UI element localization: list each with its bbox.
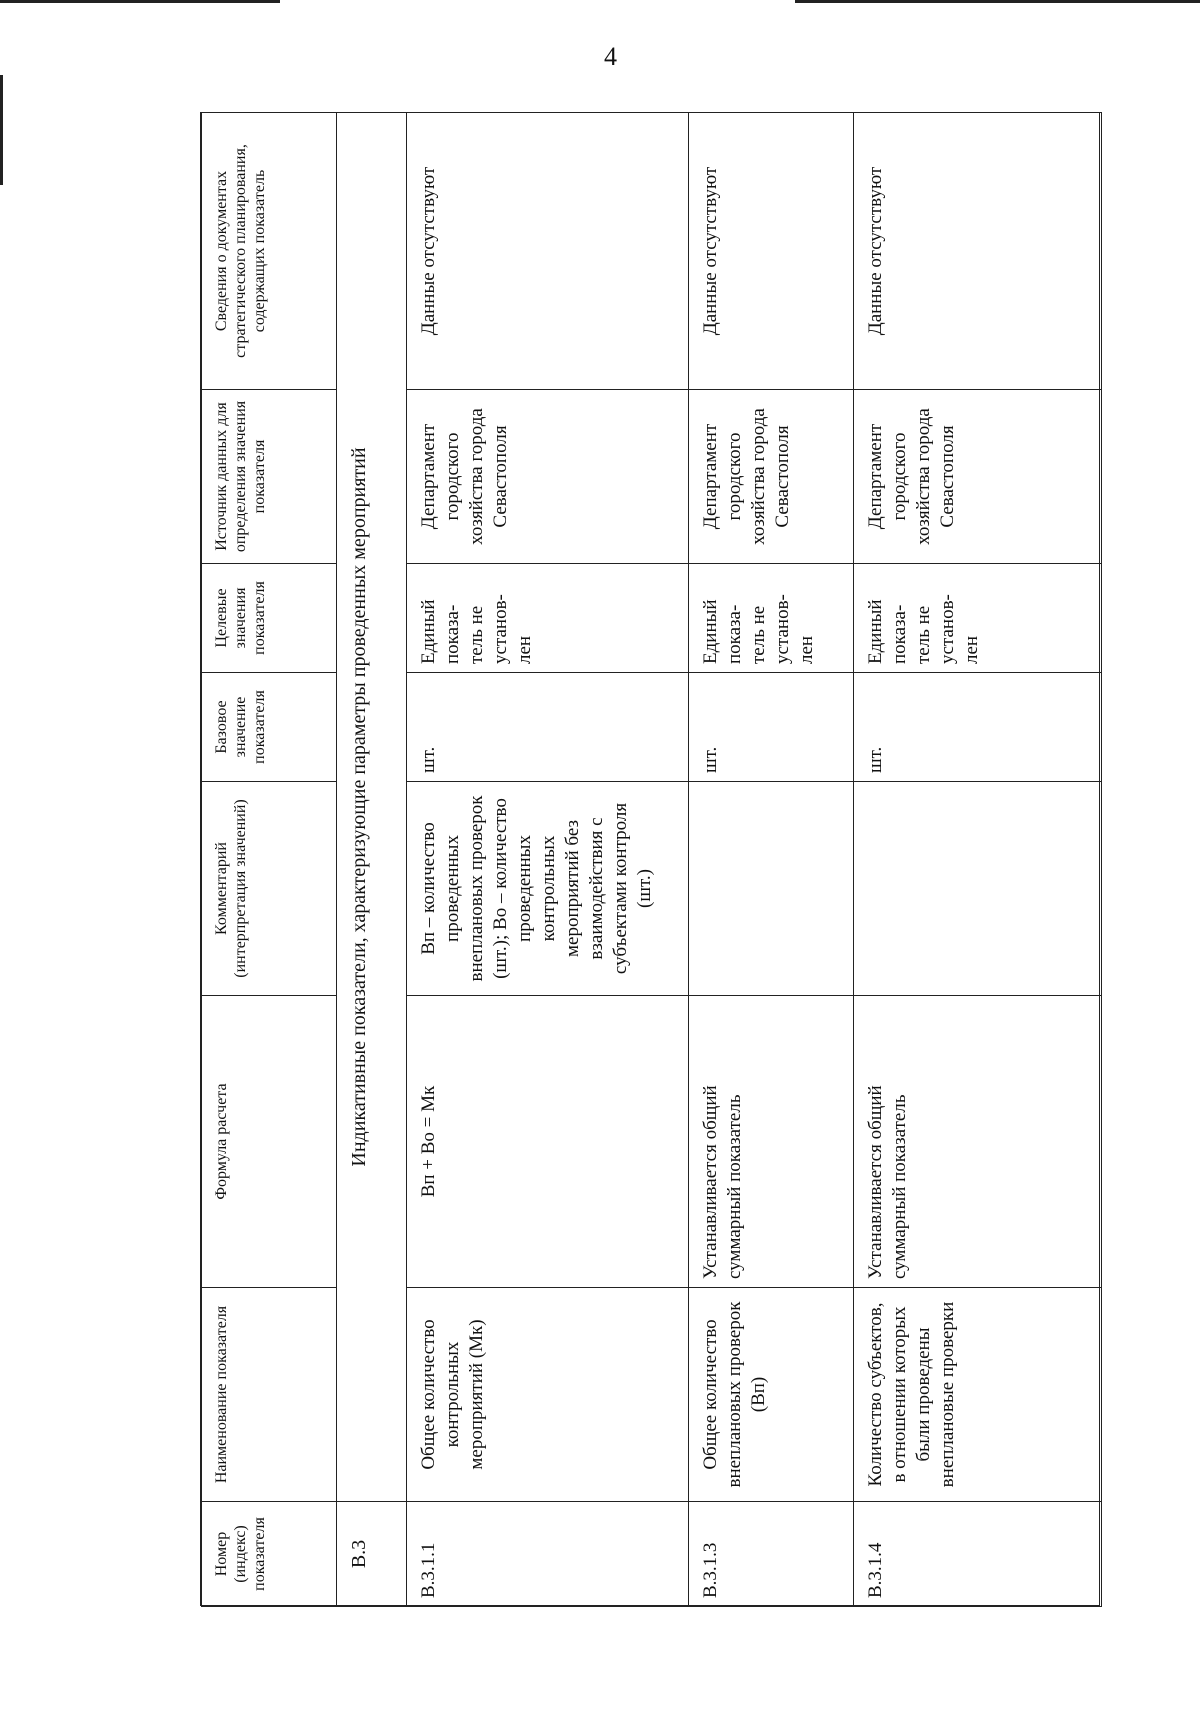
section-index: В.3: [337, 1502, 407, 1607]
row-name: Количество субъектов, в отношении которых были проведены внеплановые проверки: [854, 1288, 1102, 1502]
header-comment: Комментарий (интерпретация значений): [202, 782, 337, 996]
table-row: [854, 113, 1102, 1607]
row-formula: Устанавливается общий суммарный показатель: [689, 996, 854, 1288]
row-index: В.3.1.4: [854, 1502, 1102, 1607]
row-comment: [689, 782, 854, 996]
section-row: [337, 113, 407, 1607]
row-comment: Вп – количество проведенных внеплановых проверок (шт.); Во – количество проведенных контрольных мероприятий без взаимодействия с субъектами контроля (шт.): [407, 782, 689, 996]
row-formula: Вп + Во = Мк: [407, 996, 689, 1288]
section-title: Индикативные показатели, характеризующие параметры проведенных мероприятий: [337, 113, 407, 1502]
table-row: [407, 113, 689, 1607]
row-docs: Данные отсутствуют: [689, 113, 854, 390]
table-row: [689, 113, 854, 1607]
row-index: В.3.1.1: [407, 1502, 689, 1607]
page-number: 4: [604, 42, 617, 71]
row-base: шт.: [689, 673, 854, 782]
row-target: Единый показа-тель не установ-лен: [689, 564, 854, 673]
row-formula: Устанавливается общий суммарный показатель: [854, 996, 1102, 1288]
row-source: Департамент городского хозяйства города Севастополя: [854, 390, 1102, 564]
row-target: Единый показа-тель не установ-лен: [407, 564, 689, 673]
header-source: Источник данных для определения значения показателя: [202, 390, 337, 564]
row-docs: Данные отсутствуют: [407, 113, 689, 390]
row-base: шт.: [407, 673, 689, 782]
row-index: В.3.1.3: [689, 1502, 854, 1607]
header-row: [202, 113, 337, 1607]
row-source: Департамент городского хозяйства города Севастополя: [689, 390, 854, 564]
header-target: Целевые значения показателя: [202, 564, 337, 673]
row-name: Общее количество контрольных мероприятий (Мк): [407, 1288, 689, 1502]
indicator-table: [201, 112, 1102, 1607]
row-target: Единый показа-тель не установ-лен: [854, 564, 1102, 673]
indicator-table-frame: [200, 112, 1100, 1606]
row-comment: [854, 782, 1102, 996]
scan-edge-top-left: [0, 0, 280, 3]
header-name: Наименование показателя: [202, 1288, 337, 1502]
row-docs: Данные отсутствуют: [854, 113, 1102, 390]
header-base: Базовое значение показателя: [202, 673, 337, 782]
header-formula: Формула расчета: [202, 996, 337, 1288]
header-index: Номер (индекс) показателя: [202, 1502, 337, 1607]
header-docs: Сведения о документах стратегического планирования, содержащих показатель: [202, 113, 337, 390]
scan-edge-top-right: [795, 0, 1200, 3]
row-base: шт.: [854, 673, 1102, 782]
row-name: Общее количество внеплановых проверок (Вп): [689, 1288, 854, 1502]
row-source: Департамент городского хозяйства города Севастополя: [407, 390, 689, 564]
scan-edge-left: [0, 75, 3, 185]
